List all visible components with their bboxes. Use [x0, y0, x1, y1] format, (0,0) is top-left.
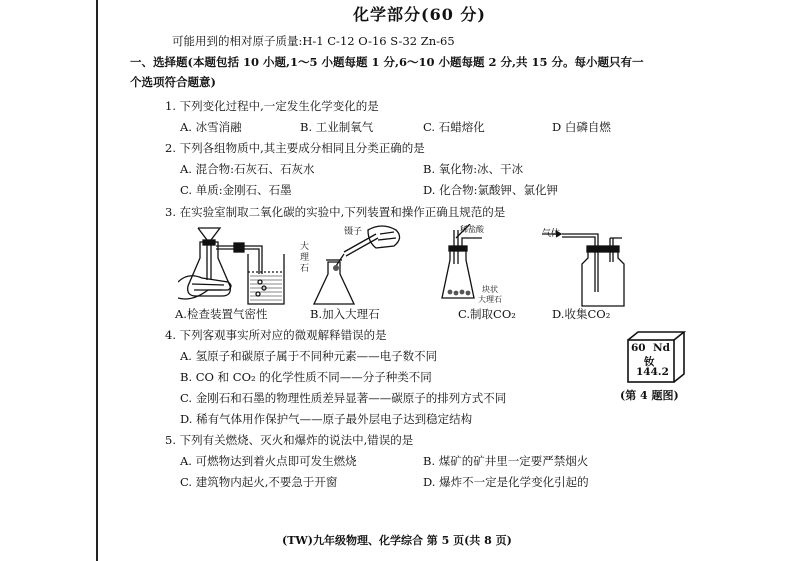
label-lump: 块状 [482, 285, 498, 294]
q4-option-c: C. 金刚石和石墨的物理性质差异显著——碳原子的排列方式不同 [180, 391, 507, 405]
question-2-stem: 2. 下列各组物质中,其主要成分相同且分类正确的是 [165, 141, 425, 155]
q3-option-a: A.检查装置气密性 [175, 307, 268, 321]
element-name: 钕 [644, 356, 655, 368]
q2-option-c: C. 单质:金刚石、石墨 [180, 183, 292, 197]
section-heading: 一、选择题(本题包括 10 小题,1～5 小题每题 1 分,6～10 小题每题 2 分,共 15 分。每小题只有一 [130, 55, 644, 69]
page-footer: (TW)九年级物理、化学综合 第 5 页(共 8 页) [282, 534, 512, 547]
question-5-stem: 5. 下列有关燃烧、灭火和爆炸的说法中,错误的是 [165, 433, 414, 447]
q2-option-a: A. 混合物:石灰石、石灰水 [180, 162, 315, 176]
q5-option-a: A. 可燃物达到着火点即可发生燃烧 [180, 454, 357, 468]
label-tweezers: 镊子 [344, 227, 363, 237]
section-heading-cont: 个选项符合题意) [130, 75, 216, 89]
page-title: 化学部分(60 分) [353, 5, 486, 24]
question-1-stem: 1. 下列变化过程中,一定发生化学变化的是 [165, 99, 379, 113]
q4-option-a: A. 氢原子和碳原子属于不同种元素——电子数不同 [180, 349, 438, 363]
figure-4-caption: (第 4 题图) [620, 389, 679, 402]
question-4-stem: 4. 下列客观事实所对应的微观解释错误的是 [165, 328, 387, 342]
q1-option-b: B. 工业制氧气 [300, 120, 374, 134]
binding-margin-line [96, 0, 98, 561]
q4-option-d: D. 稀有气体用作保护气——原子最外层电子达到稳定结构 [180, 412, 473, 426]
q5-option-b: B. 煤矿的矿井里一定要严禁烟火 [423, 454, 589, 468]
q3-option-b: B.加入大理石 [310, 307, 380, 321]
atomic-masses: 可能用到的相对原子质量:H-1 C-12 O-16 S-32 Zn-65 [172, 34, 455, 48]
label-lump-marble: 大理石 [478, 295, 502, 304]
q1-option-a: A. 冰雪消融 [180, 120, 242, 134]
question-3-stem: 3. 在实验室制取二氧化碳的实验中,下列装置和操作正确且规范的是 [165, 205, 506, 219]
q4-option-b: B. CO 和 CO₂ 的化学性质不同——分子种类不同 [180, 370, 432, 384]
element-symbol: Nd [653, 342, 670, 354]
q5-option-d: D. 爆炸不一定是化学变化引起的 [423, 475, 589, 489]
q3-option-c: C.制取CO₂ [458, 307, 516, 321]
q5-option-c: C. 建筑物内起火,不要急于开窗 [180, 475, 338, 489]
q2-option-d: D. 化合物:氯酸钾、氯化钾 [423, 183, 558, 197]
marble-piece-icon [333, 265, 339, 271]
label-gas: 气体 [542, 229, 561, 239]
q3-option-d: D.收集CO₂ [552, 307, 611, 321]
apparatus-a-figure [178, 224, 294, 310]
element-atomic-number: 60 [631, 342, 646, 354]
element-mass: 144.2 [636, 366, 669, 378]
q1-option-c: C. 石蜡熔化 [423, 120, 485, 134]
label-dilute-acid: 稀盐酸 [460, 225, 484, 234]
q1-option-d: D 白磷自燃 [552, 120, 611, 134]
label-marble: 大理石 [300, 242, 310, 274]
q2-option-b: B. 氧化物:冰、干冰 [423, 162, 524, 176]
